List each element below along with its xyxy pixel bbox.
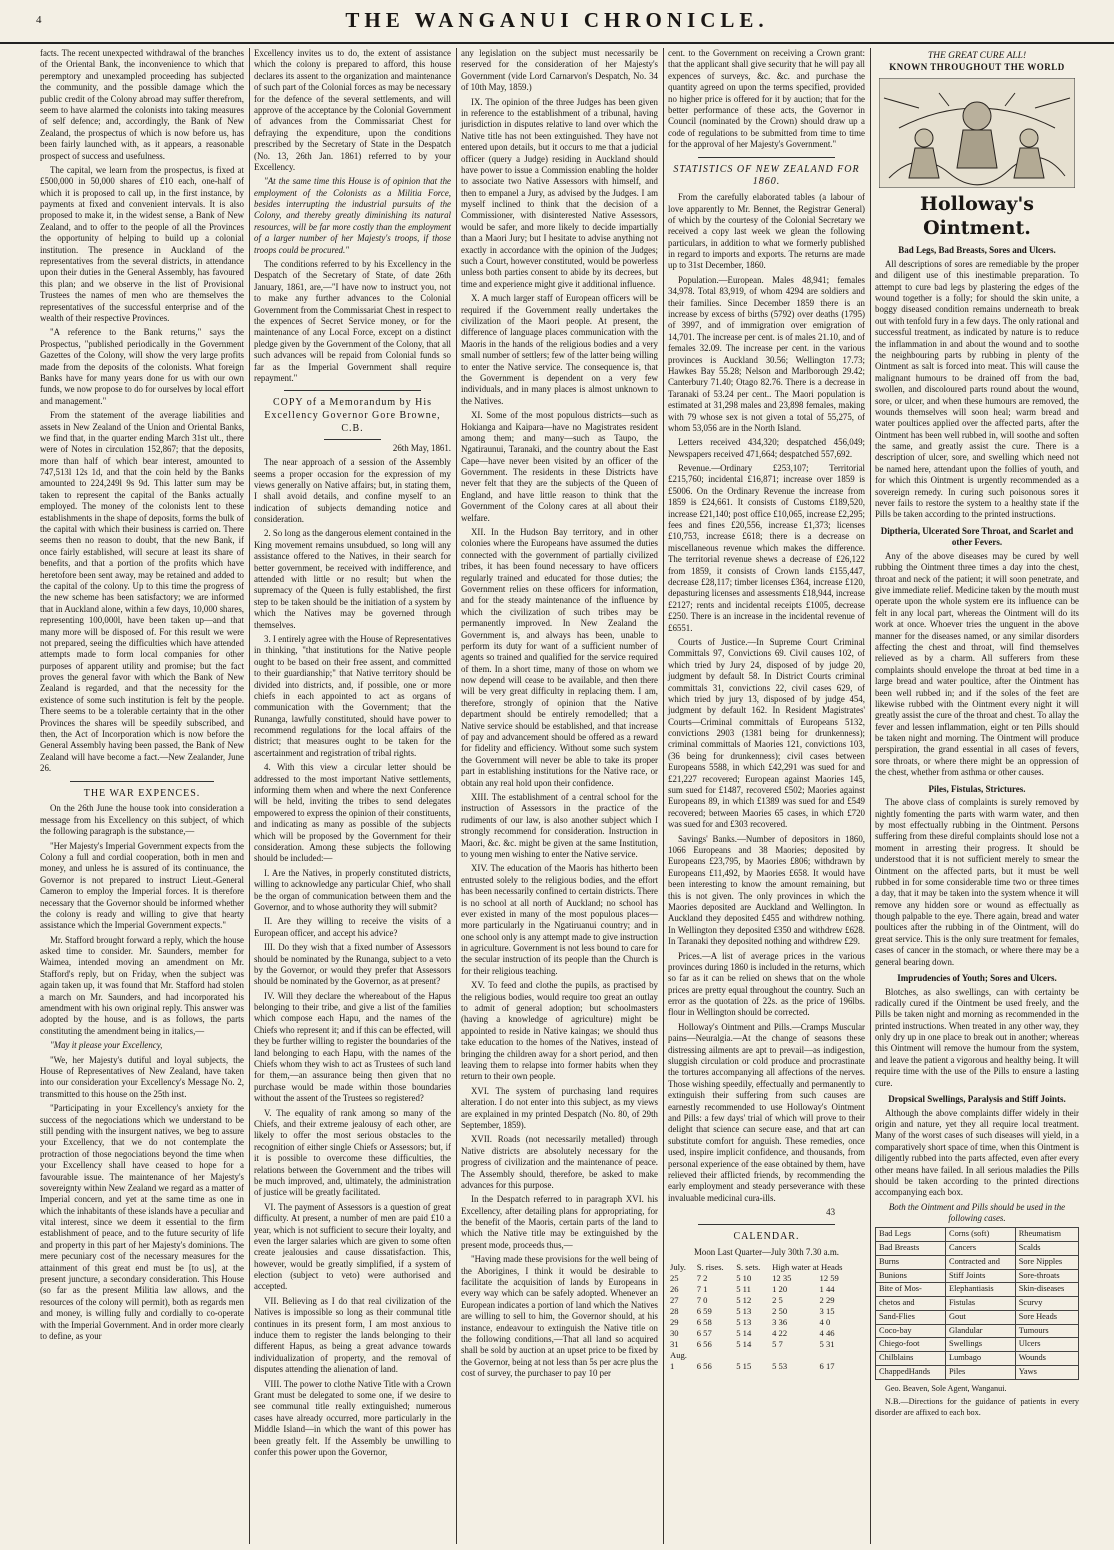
memo-paragraph: cent. to the Government on receiving a Crown grant: that the applicant shall give security that he will pay all expences of surveys, &c. &c. and purchase the quantity agreed on upon the terms specified, provided no higher price is offered for it by auction; that for the better performance of these acts, the Governor in Council (nominated by the Crown) should draw up a code of regulations to be submitted from time to time for the approval of her Majesty's Government." bbox=[668, 48, 865, 150]
calendar-col-header: July. bbox=[670, 1261, 686, 1272]
stats-paragraph: Letters received 434,320; despatched 456,049; Newspapers received 471,664; despatched 557,692. bbox=[668, 437, 865, 459]
calendar-cell: 5 7 bbox=[772, 1338, 783, 1349]
calendar-cell: 26 bbox=[670, 1283, 679, 1294]
calendar-cell: 6 56 bbox=[696, 1338, 712, 1349]
cases-row bbox=[876, 1297, 1079, 1311]
ad-tagline: THE GREAT CURE ALL! bbox=[927, 51, 1027, 61]
calendar-cell: 2 5 bbox=[772, 1294, 783, 1305]
memo-paragraph: "Having made these provisions for the well being of the Aborigines, I think it would be desirable to facilitate the acquisition of lands by Europeans in every way which can be safely adopted. Whenever an European indicates a portion of land which the Natives are willing to sell to him, the Governor should, at his instance, endeavour to extinguish the Native title on the following conditions,—That all land so acquired shall be sold by auction at an upset price to be fixed by the Governor, being at not less than 5s per acre plus the cost of survey, the purchaser to pay 10 per bbox=[461, 1254, 658, 1379]
cases-cell: Wounds bbox=[1015, 1352, 1078, 1366]
cases-cell: chetos and bbox=[876, 1297, 946, 1311]
divider bbox=[70, 781, 214, 782]
calendar-row bbox=[668, 1295, 865, 1306]
calendar-cell: 5 53 bbox=[772, 1360, 788, 1371]
cases-cell: Burns bbox=[876, 1255, 946, 1269]
statistics-heading: STATISTICS OF NEW ZEALAND FOR 1860. bbox=[673, 163, 860, 188]
calendar-cell: 5 13 bbox=[736, 1316, 752, 1327]
cases-cell: Ulcers bbox=[1015, 1338, 1078, 1352]
calendar-row bbox=[668, 1317, 865, 1328]
calendar-cell: 12 35 bbox=[772, 1272, 792, 1283]
cases-cell: Fistulas bbox=[945, 1297, 1015, 1311]
divider bbox=[284, 390, 421, 391]
calendar-row bbox=[668, 1339, 865, 1350]
cases-cell: Sore Nipples bbox=[1015, 1255, 1078, 1269]
calendar-cell: 6 17 bbox=[819, 1360, 835, 1371]
calendar-cell: 6 57 bbox=[696, 1327, 712, 1338]
memo-paragraph: IV. Will they declare the whereabout of the Hapus belonging to their tribe, and give a list of the families which compose each Hapu, and the names of the Chiefs who represent it; and if this can be effected, will they be further willing to register the boundaries of the land belonging to each Hapu, with the names of the Chiefs whom they wish to act as Trustees of such land for them,—an assurance being then given that no purchase would be made within those boundaries without the assent of the Trustees so registered? bbox=[254, 990, 451, 1104]
cases-cell: Bite of Mos- bbox=[876, 1283, 946, 1297]
cases-cell: Cancers bbox=[945, 1242, 1015, 1256]
cases-row bbox=[876, 1283, 1079, 1297]
cases-cell: Sand-Flies bbox=[876, 1310, 946, 1324]
cases-cell: Swellings bbox=[945, 1338, 1015, 1352]
ad-paragraph: Although the above complaints differ widely in their origin and nature, yet they all require local treatment. Many of the worst cases of such diseases will yield, in a comparatively short space of time, when this Ointment is diligently rubbed into the parts affected, even after every other means have failed. In all serious maladies the Pills should be taken according to the printed directions accompanying each box. bbox=[875, 1107, 1079, 1198]
memorandum-date: 26th May, 1861. bbox=[392, 442, 451, 453]
calendar-row bbox=[668, 1284, 865, 1295]
cases-cell: Stiff Joints bbox=[945, 1269, 1015, 1283]
ad-subtagline: KNOWN THROUGHOUT THE WORLD bbox=[889, 62, 1065, 73]
cases-cell: Gout bbox=[945, 1310, 1015, 1324]
calendar-cell: 4 22 bbox=[772, 1327, 788, 1338]
calendar-cell: 2 29 bbox=[819, 1294, 835, 1305]
calendar-row bbox=[668, 1273, 865, 1284]
memo-paragraph: IX. The opinion of the three Judges has been given in reference to the establishment of a tribunal, having jurisdiction in disputes relative to land over which the Native title has not been extinguished. They have not entered upon details, but it occurs to me that a judicial officer (query a Judge) residing in Auckland should have power to issue a Commission enabling the holder to associate two Native Assessors with himself, and then to empanel a Jury, as advised by the Judges. I am myself inclined to think that the decision of a Commissioner, with disinterested Native Assessors, would be safer, and more likely to decide impartially than a Maori Jury; but I hesitate to advise anything not exactly in accordance with the opinion of the Judges; such a Court, however constituted, would be powerless unless both parties consent to abide by its decrees, but time and experience might give it additional influence. bbox=[461, 96, 658, 289]
calendar-cell: 1 44 bbox=[819, 1283, 835, 1294]
memo-paragraph: I. Are the Natives, in properly constituted districts, willing to acknowledge any particular Chief, who shall be the organ of communication between them and the Governor, and to whose authority they will submit? bbox=[254, 867, 451, 912]
calendar-cell: 5 12 bbox=[736, 1294, 752, 1305]
calendar-cell: 6 58 bbox=[696, 1316, 712, 1327]
cases-cell: Corns (soft) bbox=[945, 1228, 1015, 1242]
cases-cell: Sore Heads bbox=[1015, 1310, 1078, 1324]
notice-number: 43 bbox=[826, 1207, 835, 1218]
memo-paragraph: XIV. The education of the Maoris has hitherto been entrusted solely to the religious bodies, and the effort has been necessarily confined to certain districts. There is no school at all north of Auckland; no school has ever existed in many of the most populous places—more particularly in the Ngatiruanui country; and in one school only is any attempt made to give instruction in agriculture. Government is not less bound to care for the secular instruction of its people than the Church is for their religious teaching. bbox=[461, 863, 658, 976]
cases-cell: Scurvy bbox=[1015, 1297, 1078, 1311]
column-3 bbox=[457, 48, 662, 1544]
memo-paragraph: XII. In the Hudson Bay territory, and in other colonies where the Europeans have assumed the duties connected with the government of partially civilized tribes, it has been found necessary to have officers regularly trained and educated for those duties; the Government relies on these officers for information, and for the steady maintenance of the influence by which the civilization of such tribes may be permanently improved. In New Zealand the Government is, and always has been, unable to perform its duty for want of a sufficient number of agents so trained and qualified for the service required of them. In a short time, many of those on whom we now depend will cease to be available, and then there will be very great difficulty in replacing them. I am, therefore, strongly of opinion that the Native department should be entirely remodelled; that a Native service should be established, and that increase of pay and advancement should be offered as a reward for fidelity and efficiency. Without some such system the Government will never be able to take its proper part in establishing institutions for the Native race, or obtain any real hold upon their confidence. bbox=[461, 527, 658, 788]
section-heading: Diptheria, Ulcerated Sore Throat, and Scarlet and other Fevers. bbox=[880, 525, 1074, 548]
section-heading: Piles, Fistulas, Strictures. bbox=[928, 783, 1026, 794]
divider bbox=[324, 439, 381, 440]
calendar-cell: 31 bbox=[670, 1338, 679, 1349]
war-paragraph: Mr. Stafford brought forward a reply, which the house asked time to consider. Mr. Saunders, member for Waimea, intended moving an amendment on Mr. Stafford's reply, but on Friday, when the subject was again taken up, it was found that Mr. Stafford had stolen a march on Mr. Saunders, and had incorporated his amendment with his own original reply. This answer was adopted by the house, and is as follows, the parts constituting the amendment being in italics,— bbox=[40, 934, 244, 1036]
masthead bbox=[0, 6, 1114, 44]
memo-paragraph: XVI. The system of purchasing land requires alteration. I do not enter into this subject, as my views are explained in my printed Despatch (No. 80, of 29th September, 1859). bbox=[461, 1085, 658, 1130]
war-paragraph: "Participating in your Excellency's anxiety for the success of the negociations which we understand to be still pending with the insurgent natives, we beg to assure your Excellency, that we do not contemplate the protraction of those negociations beyond the time when your Excellency shall have ceased to hope for a favourable issue. The maintenance of her Majesty's sovereignty within New Zealand we regard as a matter of Imperial concern, and yet at the same time as one in which the inhabitants of these islands have a peculiar and vital interest, since we deem it essential to the firm establishment of peace, and to the future security of life and property in this part of her Majesty's dominions. The mere pecuniary cost of the necessary measures for the attainment of this great end must be [to us], at the present juncture, a secondary consideration. This House (so far as the present Militia law allows, and the resources of the colony will permit), both as regards men and money, is willing fully and cordially to co-operate with the Imperial Government. And in order more clearly to define, as your bbox=[40, 1103, 244, 1341]
cases-cell: Tumours bbox=[1015, 1324, 1078, 1338]
memo-paragraph: VII. Believing as I do that real civilization of the Natives is impossible so long as their communal title continues in its present form, I am most anxious to induce them to register the lands belonging to their different Hapus, as being a great advance towards individualization of property, and the removal of disputes attending the alienation of land. bbox=[254, 1295, 451, 1375]
war-expences-heading: THE WAR EXPENCES. bbox=[83, 787, 201, 799]
stats-paragraph: Savings' Banks.—Number of depositors in 1860, 1066 Europeans and 38 Maories; deposited by Europeans £23,795, by Maories £806; withdrawn by Europeans £11,492, by Maories £658. It would have been interesting to know the amount remaining, but this is not given. The only provinces in which the Maories deposited are Auckland and Wellington. In Auckland they deposited £455 and withdrew nothing. In Wellington they deposited £350 and withdrew £628. In Taranaki they deposited nothing and withdrew £29. bbox=[668, 833, 865, 947]
war-paragraph: The conditions referred to by his Excellency in the Despatch of the Secretary of State, of date 26th January, 1861, are,—"I have now to instruct you, not to make any further advances to the Colonial Government from the Commissariat Chest in respect to the expences of Secret Service money, or for the maintenance of any Local Force, except on a distinct pledge given by the Government of the Colony, that all such advances will be repaid from Colonial funds so far as the Imperial Government shall require repayment." bbox=[254, 259, 451, 383]
cases-row bbox=[876, 1352, 1079, 1366]
holloway-notice: Holloway's Ointment and Pills.—Cramps Muscular pains—Neuralgia.—At the change of seasons these distressing ailments are apt to prevail—as indigestion, sluggish circulation or cold produce and procrastinate the tortures accompanying all affections of the nerves. Those wishing speedily, effectually and permanently to extinguish their suffering from such causes are earnestly recommended to use Holloway's Ointment and Pills: a few days' trial of which will prove to their delight that science can secure ease, and that art can substitute comfort for anguish. These remedies, once used, inspire implicit confidence, and thousands, from personal experience of the ease obtained by them, have relieved their afflicted friends, by recommending the early employment and steady perseverance with these invaluable medicinal cura-ills. bbox=[668, 1021, 865, 1203]
calendar-cell bbox=[734, 1350, 770, 1361]
cases-cell: Bad Breasts bbox=[876, 1242, 946, 1256]
page-number: 4 bbox=[36, 14, 42, 26]
cases-row bbox=[876, 1228, 1079, 1242]
calendar-cell: 4 46 bbox=[819, 1327, 835, 1338]
calendar-cell: 7 1 bbox=[696, 1283, 708, 1294]
memo-paragraph: any legislation on the subject must necessarily be reserved for the consideration of her Majesty's Government (vide Lord Carnarvon's Despatch, No. 34 of 10th May, 1859.) bbox=[461, 48, 658, 93]
war-paragraph: "We, her Majesty's dutiful and loyal subjects, the House of Representatives of New Zealand, have taken into our consideration your Excellency's Message No. 2, transmitted to this house on the 25th inst. bbox=[40, 1054, 244, 1099]
cases-cell: Yaws bbox=[1015, 1365, 1078, 1379]
cases-cell: ChappedHands bbox=[876, 1365, 946, 1379]
nb-note: N.B.—Directions for the guidance of patients in every disorder are affixed to each box. bbox=[875, 1397, 1079, 1417]
calendar-cell: 6 56 bbox=[696, 1360, 712, 1371]
cases-heading: Both the Ointment and Pills should be used in the following cases. bbox=[888, 1201, 1066, 1224]
memo-paragraph: 4. With this view a circular letter should be addressed to the most important Native settlements, informing them when and where the next Conference will be held, inviting the tribes to send delegates empowered to express the opinion of their constituents, and indicating as many as possible of the subjects which will be proposed by the Government for their consideration. Among these subjects the following should be included:— bbox=[254, 762, 451, 864]
cases-cell: Lumbago bbox=[945, 1352, 1015, 1366]
cases-cell: Bad Legs bbox=[876, 1228, 946, 1242]
cases-cell: Sore-throats bbox=[1015, 1269, 1078, 1283]
war-paragraph: On the 26th June the house took into consideration a message from his Excellency on this subject, of which the following paragraph is the substance,— bbox=[40, 803, 244, 837]
sole-agent: Geo. Beaven, Sole Agent, Wanganui. bbox=[885, 1383, 1007, 1393]
divider bbox=[698, 1224, 835, 1225]
calendar-cell: 7 2 bbox=[696, 1272, 708, 1283]
cases-cell: Piles bbox=[945, 1365, 1015, 1379]
stats-paragraph: From the carefully elaborated tables (a labour of love apparently to Mr. Bennet, the Registrar General) of which by the courtesy of the Colonial Secretary we received a copy last week we glean the following particulars, in addition to what we formerly published in regard to imports and exports. The returns are made up to 31st December, 1860. bbox=[668, 192, 865, 271]
ad-paragraph: Blotches, as also swellings, can with certainty be radically cured if the Ointment be used freely, and the Pills be taken night and morning as recommended in the printed instructions. When treated in any other way, they only dry up in one place to break out in another; whereas this Ointment will remove the humour from the system, and leave the patient a vigorous and healthy being. It will require time with the use of the Pills to ensure a lasting cure. bbox=[875, 986, 1079, 1088]
calendar-row bbox=[668, 1328, 865, 1339]
memo-paragraph: XV. To feed and clothe the pupils, as practised by the religious bodies, would require too great an outlay to admit of general adoption; but schoolmasters (having a knowledge of agriculture) might be appointed to reside in Native kaingas; we should thus take education to the homes of the Natives, instead of bringing the children away for a short period, and then leaving them to relapse into former habits when they return to their own people. bbox=[461, 980, 658, 1082]
ad-paragraph: The above class of complaints is surely removed by nightly fomenting the parts with warm water, and then by most effectually rubbing in the Ointment. Persons suffering from these direful complaints should lose not a moment in arresting their progress. It should be understood that it is not sufficient merely to smear the Ointment on the affected parts, but it must be well rubbed in for some considerable time two or three times a day, that it may be taken into the system whence it will remove any hidden sore or wound as effectually as though palpable to the eye. There again, bread and water poultices after the rubbing in of the Ointment, will do great service. This is the only sure treatment for females, cases of cancer in the stomach, or where there may be a general bearing down. bbox=[875, 797, 1079, 967]
calendar-row bbox=[668, 1361, 865, 1372]
cases-cell: Contracted and bbox=[945, 1255, 1015, 1269]
calendar-col-header: S. sets. bbox=[736, 1261, 761, 1272]
column-1 bbox=[36, 48, 248, 1544]
bank-paragraph: facts. The recent unexpected withdrawal of the branches of the Oriental Bank, the inconvenience to which that peremptory and unexampled proceeding has subjected the community, and the possible damage which the public credit of the Colony abroad may suffer therefrom, seem to have alarmed the colonists into taking measures of self defence; and, accordingly, the Bank of New Zealand, the prospectus of which is now before us, has been fairly launched with, as it appears, a reasonable prospect of success and usefulness. bbox=[40, 48, 244, 161]
war-paragraph: "At the same time this House is of opinion that the employment of the Colonists as a Militia Force, besides interrupting the industrial pursuits of the Colony, and thereby greatly diminishing its natural resources, will be far more costly than the employment of a larger number of her Majesty's troops, if those troops could be procured." bbox=[254, 176, 451, 255]
calendar-cell: 4 0 bbox=[819, 1316, 831, 1327]
section-heading: Dropsical Swellings, Paralysis and Stiff Joints. bbox=[888, 1094, 1066, 1105]
calendar-cell bbox=[770, 1350, 817, 1361]
calendar-cell: 2 50 bbox=[772, 1305, 788, 1316]
memo-paragraph: 3. I entirely agree with the House of Representatives in thinking, "that institutions for the Native people ought to be based on their free assent, and committed to their guardianship;" that Native territory should be divided into districts, and, if possible, one or more chiefs in each appointed to act as organs of communication with the Government; that the Runanga, lawfully constituted, should have power to recommend regulations for the local affairs of the district; that measures ought to be taken for the ascertainment and registration of tribal rights. bbox=[254, 633, 451, 758]
memo-paragraph: In the Despatch referred to in paragraph XVI. his Excellency, after detailing plans for appropriating, for the benefit of the Maoris, certain parts of the land to which the Native title may be extinguished by the present mode, proceeds thus,— bbox=[461, 1194, 658, 1250]
calendar-cell: 7 0 bbox=[696, 1294, 708, 1305]
cases-row bbox=[876, 1242, 1079, 1256]
calendar-cell: 6 59 bbox=[696, 1305, 712, 1316]
memorandum-heading: COPY of a Memorandum by His Excellency Governor Gore Browne, C.B. bbox=[264, 397, 441, 434]
memo-paragraph: V. The equality of rank among so many of the Chiefs, and their extreme jealousy of each other, are likely to offer the most serious obstacles to the recognition of either single Chiefs or Assessors; but, if it is possible to overcome these difficulties, the relations between the Government and the tribes will be much improved, and, ultimately, the administration of justice will be greatly facilitated. bbox=[254, 1107, 451, 1198]
cases-row bbox=[876, 1310, 1079, 1324]
cases-cell: Bunions bbox=[876, 1269, 946, 1283]
cases-row bbox=[876, 1255, 1079, 1269]
brand-title: Holloway's Ointment. bbox=[920, 192, 1034, 239]
cases-table bbox=[875, 1227, 1079, 1379]
memo-paragraph: The near approach of a session of the Assembly seems a proper occasion for the expression of my views generally on Native affairs; but, in stating them, I shall avoid details, and confine myself to an indication of subjects demanding notice and consideration. bbox=[254, 457, 451, 525]
war-paragraph: Excellency invites us to do, the extent of assistance which the colony is prepared to afford, this house declares its assent to the organization and maintenance of such part of the Colonial forces as may be necessary for the defence of the several settlements, and will approve of the acceptance by the Colonial Government of advances from the Commissariat Chest for defraying the expenditure, upon the conditions prescribed by the Secretary of State in the Despatch (No. 13, 26th Jan. 1861) referred to by your Excellency. bbox=[254, 48, 451, 172]
calendar-cell: 5 14 bbox=[736, 1327, 752, 1338]
cases-cell: Chilblains bbox=[876, 1352, 946, 1366]
cases-row bbox=[876, 1365, 1079, 1379]
calendar-cell: Aug. bbox=[670, 1349, 687, 1360]
calendar-row bbox=[668, 1350, 865, 1361]
calendar-cell: 27 bbox=[670, 1294, 679, 1305]
calendar-cell: 30 bbox=[670, 1327, 679, 1338]
calendar-cell: 5 14 bbox=[736, 1338, 752, 1349]
memo-paragraph: 2. So long as the dangerous element contained in the King movement remains unsubdued, so long will any assistance offered to the Natives, in their search for better government, be received with indifference, and attended with little or no result; but when the supremacy of the Queen is fully established, the first step to be taken should be the initiation of a system by which the Natives may be governed through themselves. bbox=[254, 528, 451, 630]
memo-paragraph: XIII. The establishment of a central school for the instruction of Assessors in the practice of the rudiments of our law, is also another subject which I strongly recommend for consideration. Instruction in Maori, &c. &c. might be given at the same Institution, to young men wishing to enter the Native service. bbox=[461, 792, 658, 859]
memo-paragraph: VIII. The power to clothe Native Title with a Crown Grant must be delegated to some one, if we desire to see communal title really extinguished; numerous cases have already occurred, more particularly in the Middle Island—in which the want of this power has been greatly felt. If the Assembly be unwilling to confer this power upon the Governor, bbox=[254, 1378, 451, 1457]
calendar-cell: 3 15 bbox=[819, 1305, 835, 1316]
calendar-cell bbox=[695, 1350, 735, 1361]
cases-cell: Scalds bbox=[1015, 1242, 1078, 1256]
divider bbox=[698, 157, 835, 158]
memo-paragraph: XVII. Roads (not necessarily metalled) through Native districts are absolutely necessary for the progress of civilization and the maintenance of peace. The Assembly should, therefore, be asked to make advances for this purpose. bbox=[461, 1134, 658, 1190]
calendar-cell: 12 59 bbox=[819, 1272, 839, 1283]
memo-paragraph: XI. Some of the most populous districts—such as Hokianga and Kaipara—have no Magistrates resident among them; and many—such as Taupo, the Ngatiraunui, Taranaki, and the country about the East Cape—have never been visited by an officer of the Government. The residents in these Districts have never felt that they are the subjects of the Queen of England, and have little reason to think that the Government of the Colony cares at all about their welfare. bbox=[461, 410, 658, 523]
calendar-moon: Moon Last Quarter—July 30th 7.30 a.m. bbox=[694, 1247, 839, 1258]
calendar-cell bbox=[818, 1350, 865, 1361]
bank-paragraph: From the statement of the average liabilities and assets in New Zealand of the Union and Oriental Banks, we find that, in the quarter ending March 31st ult., there were of Notes in circulation 152,867; that the deposits, more than half of which bear interest, amounted to 747,513l 12s 1d, and that the coin held by the Banks amounted to 224,249l 9s 9d. This latter sum may be taken to represent the capital of the Banks actually employed. The money of the colonists lent to these establishments in the shape of deposits, forms the bulk of the capital with which their business is carried on. There seems then no reason to doubt, that the new Bank, if once fairly established, will secure at least its share of benefits, and that a portion of the profits which have heretofore been sent away, may be retained and added to the capital of the colony. Up to this time the progress of the new scheme has been satisfactory; we are informed that in Auckland alone, within a few days, 10,000 shares, representing 100,000l, have been taken up—and that many more will be disposed of. For this result we were not prepared, seeing the difficulties which have attended attempts made to form local companies for other purposes of apparent utility and promise; but the fact proves the general favor with which the Bank of New Zealand is regarded, and that the necessity for the existence of some such institution is felt by the people. There seems to be a tolerable certainty that in the other Provinces the shares will be speedily subscribed, and then, the Act of Incorporation which is now before the General Assembly having been passed, the Bank of New Zealand will have become a fact.—New Zealander, June 26. bbox=[40, 410, 244, 774]
memo-paragraph: X. A much larger staff of European officers will be required if the Government really undertakes the civilization of the Maori people. At present, the difference of language places communication with the Maoris in the hands of the religious bodies and a very small number of settlers; few of the latter being willing to enter the Native service. The consequence is, that the Government is dependent on a very few individuals, and in many places is almost unknown to the Natives. bbox=[461, 293, 658, 406]
war-paragraph: "Her Majesty's Imperial Government expects from the Colony a full and cordial cooperation, both in men and money, and unless he is assured of its continuance, the Governor is not prepared to instruct Lieut.-General Cameron to employ the Imperial forces. It is therefore necessary that the Governor should be informed whether the colony is ready and willing to give that hearty assistance which the Imperial Government expects." bbox=[40, 840, 244, 931]
stats-paragraph: Courts of Justice.—In Supreme Court Criminal Committals 97, Convictions 69. Civil causes 102, of which tried by Jury 24, disposed of by judge 20, judgment by default 58. In District Courts criminal committals 31, convictions 22, civil cases 629, of which tried by jury 13, disposed of by judge 454, judgment by default 162. In Resident Magistrates' Courts—Criminal committals of Europeans 5132, convictions 2903 (1381 being for drunkenness); criminal committals of Maories 121, convictions 103, (36 being for drunkenness); civil cases between Europeans 5588, in which £42,291 was sued for and £21,227 recovered; European against Maories 145, sum sued for £1487, recovered £502; Maories against Europeans 89, in which £1389 was sued for and £549 recovered; between Maories 65 cases, in which £720 was sued for and £303 recovered. bbox=[668, 636, 865, 830]
calendar-cell: 5 31 bbox=[819, 1338, 835, 1349]
column-5-advertisement bbox=[871, 48, 1083, 1544]
calendar-cell: 3 36 bbox=[772, 1316, 788, 1327]
calendar-cell: 1 20 bbox=[772, 1283, 788, 1294]
calendar-row bbox=[668, 1306, 865, 1317]
stats-paragraph: Revenue.—Ordinary £253,107; Territorial £215,760; incidental £16,871; increase over 1859 is £5006. On the Ordinary Revenue the increase from 1859 is £24,661. It consists of Customs £189,520, increase £21,140; post office £10,065, increase £2,295; fees and fines £20,556, increase £1,373; licenses £10,753, increase £618; there is a decrease on miscellaneous revenue which makes the difference. The territorial revenue shews a decrease of £26,122 from 1859, it consists of Crown lands £155,447, decrease £28,117; timber licenses £364, increase £120, depasturing licenses and assessments £18,944, increase £2127; rents and incidental receipts £1005, decrease £250. There is an increase in the incidental revenue of £6551. bbox=[668, 463, 865, 633]
column-4 bbox=[664, 48, 869, 1544]
memo-paragraph: II. Are they willing to receive the visits of a European officer, and accept his advice? bbox=[254, 916, 451, 938]
calendar-cell: 28 bbox=[670, 1305, 679, 1316]
calendar-heading: CALENDAR. bbox=[733, 1231, 800, 1243]
bank-paragraph: "A reference to the Bank returns," says the Prospectus, "published periodically in the Government Gazettes of the Colony, will show the very large profits made from the deposits of the colonists. What foreign Banks have for many years done for us with our own funds, we now propose to do for ourselves by local effort and management." bbox=[40, 327, 244, 406]
calendar-col-header: High water at Heads bbox=[772, 1261, 843, 1272]
calendar-cell: 5 10 bbox=[736, 1272, 752, 1283]
memo-paragraph: VI. The payment of Assessors is a question of great difficulty. At present, a number of men are paid £10 a year, which is not sufficient to secure their loyalty, and even the larger salaries which are given to some often create jealousies and cause dissatisfaction. This, however, would be greatly simplified, if a system of election (subject to veto) were authorised and accepted. bbox=[254, 1201, 451, 1292]
cases-cell: Glandular bbox=[945, 1324, 1015, 1338]
calendar-cell: 1 bbox=[670, 1360, 675, 1371]
calendar-cell: 5 11 bbox=[736, 1283, 751, 1294]
cases-row bbox=[876, 1338, 1079, 1352]
calendar-cell: 5 15 bbox=[736, 1360, 752, 1371]
ad-paragraph: All descriptions of sores are remediable by the proper and diligent use of this inestimable preparation. To attempt to cure bad legs by plastering the edges of the wound together is a folly; for should the skin unite, a boggy diseased condition remains underneath to break out with tenfold fury in a few days. The only rational and successful treatment, as indicated by nature is to reduce the inflammation in and about the wound and to soothe the neighbouring parts by rubbing in plenty of the Ointment as salt is forced into meat. This will cause the malignant humours to be drained off from the bad, swollen, and discoloured parts round about the wound, sore, or ulcer, and when these humours are removed, the wounds themselves will soon heal; warm bread and water poultices applied over the affected parts, after the Ointment has been well rubbed in, will soothe and soften the same, and greatly assist the cure. There is a description of ulcer, sore, and swelling which need not be named here, attendant upon the follies of youth, and for which this Ointment is urgently recommended as a sovereign remedy. In curing such poisonous sores it never fails to restore the system to a healthy state if the Pills be taken according to the printed instructions. bbox=[875, 258, 1079, 520]
cases-row bbox=[876, 1269, 1079, 1283]
newspaper-title: THE WANGANUI CHRONICLE. bbox=[345, 8, 769, 32]
calendar-cell: 5 13 bbox=[736, 1305, 752, 1316]
war-paragraph: "May it please your Excellency, bbox=[50, 1040, 163, 1051]
engraving-illustration bbox=[879, 78, 1075, 188]
column-2 bbox=[250, 48, 455, 1544]
cases-cell: Skin-diseases bbox=[1015, 1283, 1078, 1297]
bank-paragraph: The capital, we learn from the prospectus, is fixed at £500,000 in 50,000 shares of £10 each, one-half of which it is proposed to call up, in the first instance, by payments at fixed and convenient intervals. It is also proposed to make it, in the widest sense, a Bank of New Zealand, and to offer to the people of all the Provinces the opportunity of helping to build up a colonial institution. The presence in Auckland of the representatives from the several districts, in attendance upon their duties in the General Assembly, has favoured this plan; and we observe in the list of Provisional Trustees the names of men who are themselves the representatives of the successful enterprise and of the wealth of their respective Provinces. bbox=[40, 164, 244, 323]
memo-paragraph: III. Do they wish that a fixed number of Assessors should be nominated by the Runanga, subject to a veto by the Governor, or would they prefer that Assessors should be nominated by the Governor, as at present? bbox=[254, 942, 451, 987]
section-heading: Bad Legs, Bad Breasts, Sores and Ulcers. bbox=[898, 245, 1056, 256]
calendar-cell: 25 bbox=[670, 1272, 679, 1283]
cases-cell: Elephantiasis bbox=[945, 1283, 1015, 1297]
section-heading: Imprudencies of Youth; Sores and Ulcers. bbox=[897, 973, 1057, 984]
ad-paragraph: Any of the above diseases may be cured by well rubbing the Ointment three times a day into the chest, throat and neck of the patient; it will soon penetrate, and give immediate relief. Medicine taken by the mouth must operate upon the whole system ere its influence can be felt in any local part, whereas the Ointment will do its work at once. Whoever tries the unguent in the above manner for the diseases named, or any similar disorders affecting the chest and throat, will find themselves relieved as by a charm. All sufferers from these complaints should envelope the throat at bed time in a large bread and water poultice, after the Ointment has been well rubbed in; and if the soles of the feet are likewise rubbed with the Ointment every night it will greatly assist the cure of the throat and chest. To allay the fever and lessen inflammation, eight or ten Pills should be taken night and morning. The Ointment will produce perspiration, the grand essential in all cases of fevers, sore throats, or where there might be an oppression of the chest, whether from asthma or other causes. bbox=[875, 550, 1079, 778]
cases-row bbox=[876, 1324, 1079, 1338]
cases-cell: Rheumatism bbox=[1015, 1228, 1078, 1242]
stats-paragraph: Prices.—A list of average prices in the various provinces during 1860 is included in the returns, which so far as it can be relied on shews that on the whole prices are pretty equal throughout the country. Such an error as the quotation of 22s. as the price of 196lbs. flour in Wellington should be corrected. bbox=[668, 950, 865, 1018]
calendar-table bbox=[668, 1262, 865, 1372]
calendar-col-header: S. rises. bbox=[696, 1261, 724, 1272]
calendar-cell: 29 bbox=[670, 1316, 679, 1327]
stats-paragraph: Population.—European. Males 48,941; females 34,978. Total 83,919, of whom 4294 are soldiers and their families. Since December 1859 there is an increase by excess of births (5792) over deaths (1795) of 3997, and of immigration over emigration of 14,701. The increase per cent. is of males 21.10, and of females 32.09. The increase per cent. in the various provinces is Auckland 30.56; Wellington 17.73; Hawkes Bay 55.28; Nelson and Marlborough 29.42; Canterbury 71.40; Otago 82.76. There is a decrease in Taranaki of 53.24 per cent.. The Maori population is estimated at 31,298 males and 23,898 females, making with 79 whose sex is not given a total of 55,275, of whom 53,056 are in the North Island. bbox=[668, 274, 865, 433]
cases-cell: Coco-bay bbox=[876, 1324, 946, 1338]
cases-cell: Chiego-foot bbox=[876, 1338, 946, 1352]
